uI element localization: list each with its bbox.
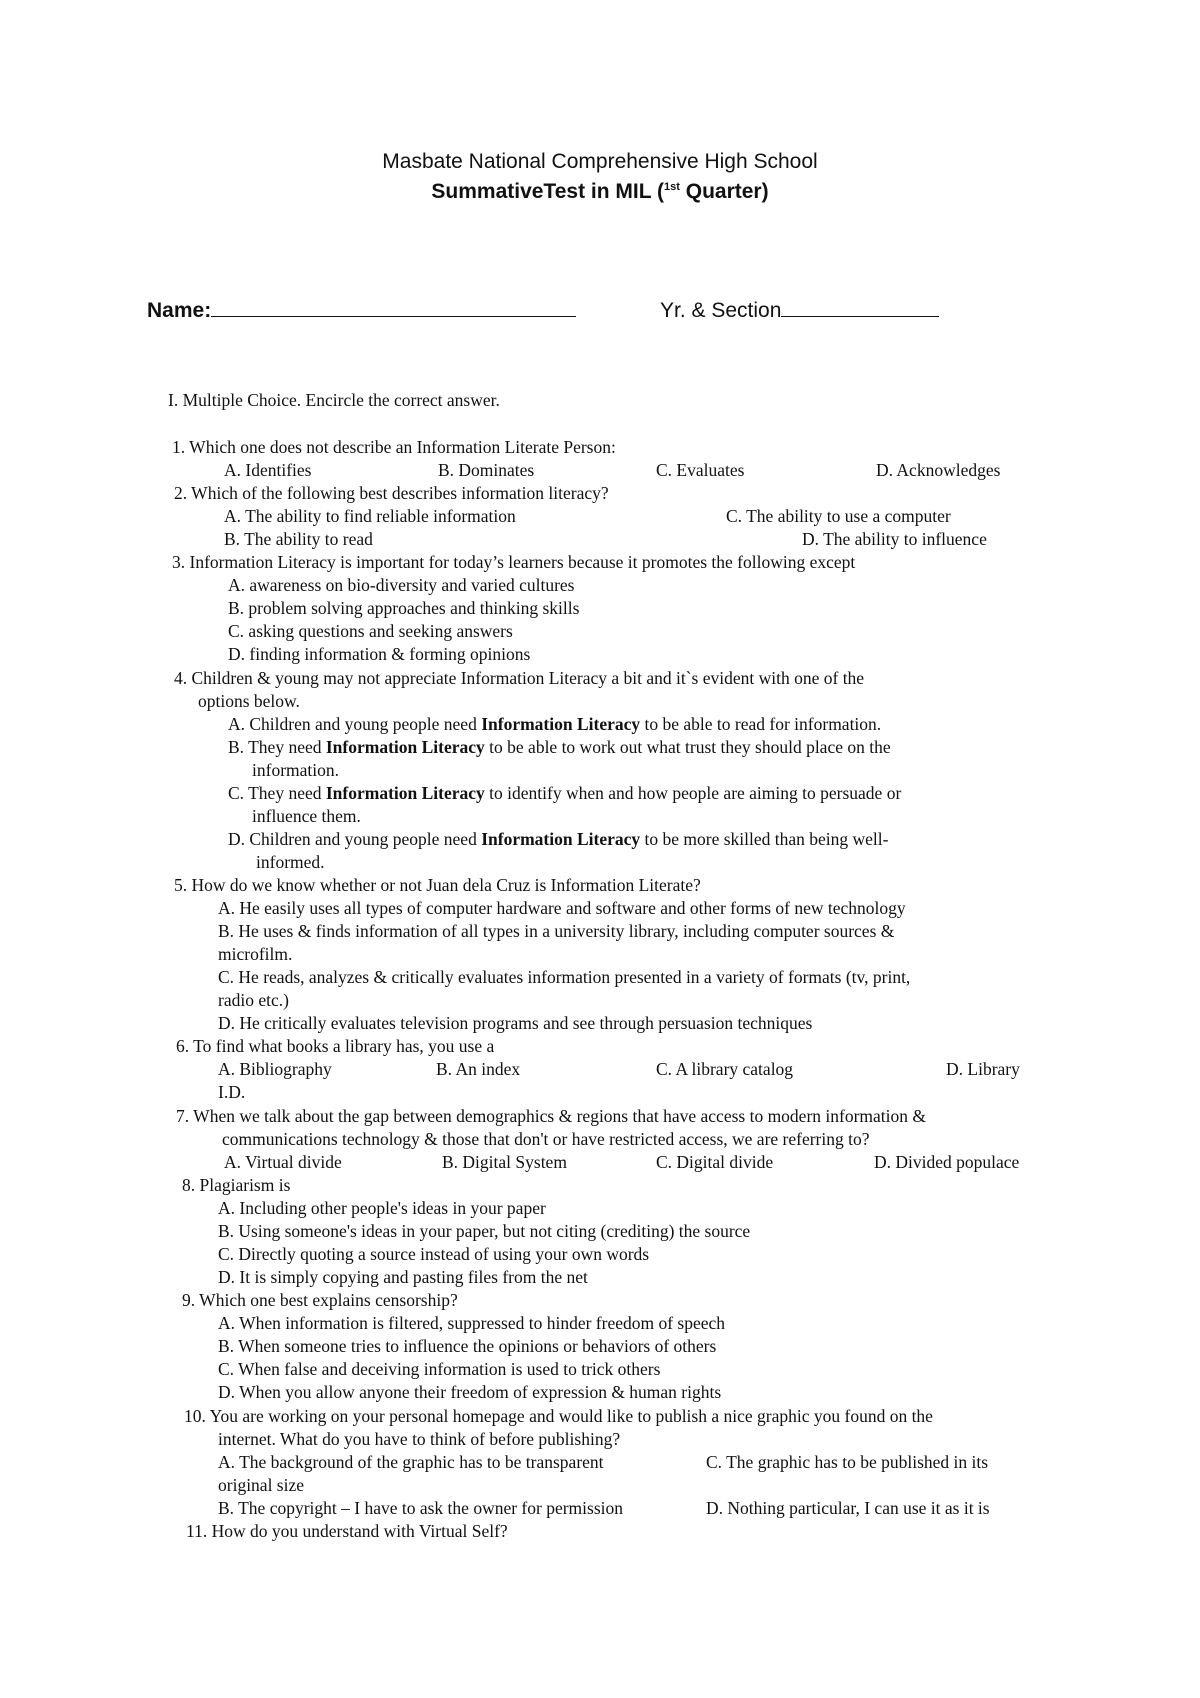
q10-option-b: B. The copyright – I have to ask the owner for permission	[218, 1498, 624, 1518]
q1-option-c: C. Evaluates	[656, 460, 745, 480]
q3-option-a: A. awareness on bio-diversity and varied cultures	[228, 575, 575, 595]
q3-text: 3. Information Literacy is important for today’s learners because it promotes the following except	[172, 552, 856, 572]
q2-option-c: C. The ability to use a computer	[726, 506, 951, 526]
q1-option-a: A. Identifies	[224, 460, 312, 480]
q5-option-c-cont: radio etc.)	[218, 990, 289, 1010]
q10-option-d: D. Nothing particular, I can use it as it is	[706, 1498, 990, 1518]
q4-text-cont: options below.	[198, 691, 300, 711]
q2-text: 2. Which of the following best describes information literacy?	[174, 483, 609, 503]
instructions: I. Multiple Choice. Encircle the correct answer.	[168, 390, 500, 410]
q10-text-cont: internet. What do you have to think of before publishing?	[218, 1429, 621, 1449]
q4-option-c: C. They need Information Literacy to identify when and how people are aiming to persuade or	[228, 783, 902, 803]
q7-option-b: B. Digital System	[442, 1152, 567, 1172]
q9-text: 9. Which one best explains censorship?	[182, 1290, 458, 1310]
q5-option-b-cont: microfilm.	[218, 944, 293, 964]
q4-text: 4. Children & young may not appreciate Information Literacy a bit and it`s evident with one of the	[174, 668, 865, 688]
q6-option-c: C. A library catalog	[656, 1059, 794, 1079]
q5-option-b: B. He uses & finds information of all types in a university library, including computer sources &	[218, 921, 895, 941]
q8-option-d: D. It is simply copying and pasting files from the net	[218, 1267, 588, 1287]
q6-option-d: D. Library	[946, 1059, 1020, 1079]
q4-option-a: A. Children and young people need Information Literacy to be able to read for information.	[228, 714, 882, 734]
q2-option-a: A. The ability to find reliable information	[224, 506, 516, 526]
q3-option-b: B. problem solving approaches and thinking skills	[228, 598, 580, 618]
q8-option-a: A. Including other people's ideas in your paper	[218, 1198, 546, 1218]
q8-option-b: B. Using someone's ideas in your paper, but not citing (crediting) the source	[218, 1221, 751, 1241]
q6-option-b: B. An index	[436, 1059, 521, 1079]
q4-option-d: D. Children and young people need Information Literacy to be more skilled than being well-	[228, 829, 889, 849]
q1-option-d: D. Acknowledges	[876, 460, 1001, 480]
q10-option-a: A. The background of the graphic has to be transparent	[218, 1452, 604, 1472]
q11-text: 11. How do you understand with Virtual Self?	[186, 1521, 508, 1541]
q4-option-c-cont: influence them.	[252, 806, 361, 826]
name-field[interactable]	[147, 298, 576, 323]
q3-option-d: D. finding information & forming opinions	[228, 644, 531, 664]
name-label: Name:	[147, 299, 212, 322]
q5-option-c: C. He reads, analyzes & critically evaluates information presented in a variety of formats (tv, print,	[218, 967, 911, 987]
q9-option-c: C. When false and deceiving information is used to trick others	[218, 1359, 661, 1379]
q4-option-d-cont: informed.	[256, 852, 325, 872]
q10-option-c: C. The graphic has to be published in its	[706, 1452, 989, 1472]
q5-option-a: A. He easily uses all types of computer hardware and software and other forms of new technology	[218, 898, 906, 918]
q7-text-cont: communications technology & those that don't or have restricted access, we are referring to?	[222, 1129, 870, 1149]
q7-option-c: C. Digital divide	[656, 1152, 774, 1172]
test-title: SummativeTest in MIL ($^{1st}$ Quarter)	[431, 180, 769, 203]
q6-option-d-cont: I.D.	[218, 1082, 246, 1102]
section-blank[interactable]	[781, 298, 939, 317]
section-label: Yr. & Section	[660, 299, 782, 322]
name-blank[interactable]	[211, 298, 576, 317]
q1-text: 1. Which one does not describe an Information Literate Person:	[172, 437, 616, 457]
q8-option-c: C. Directly quoting a source instead of using your own words	[218, 1244, 650, 1264]
q7-option-d: D. Divided populace	[874, 1152, 1020, 1172]
q9-option-d: D. When you allow anyone their freedom of expression & human rights	[218, 1382, 722, 1402]
section-field[interactable]	[660, 298, 939, 323]
q6-option-a: A. Bibliography	[218, 1059, 332, 1079]
q10-text: 10. You are working on your personal homepage and would like to publish a nice graphic you found on the	[184, 1406, 933, 1426]
q1-option-b: B. Dominates	[438, 460, 535, 480]
q7-text: 7. When we talk about the gap between demographics & regions that have access to modern information &	[176, 1106, 927, 1126]
q4-option-b-cont: information.	[252, 760, 339, 780]
q4-option-b: B. They need Information Literacy to be able to work out what trust they should place on the	[228, 737, 891, 757]
q2-option-d: D. The ability to influence	[802, 529, 987, 549]
school-name: Masbate National Comprehensive High School	[382, 150, 818, 173]
q6-text: 6. To find what books a library has, you use a	[176, 1036, 495, 1056]
q9-option-b: B. When someone tries to influence the opinions or behaviors of others	[218, 1336, 717, 1356]
q3-option-c: C. asking questions and seeking answers	[228, 621, 513, 641]
q7-option-a: A. Virtual divide	[224, 1152, 342, 1172]
q5-text: 5. How do we know whether or not Juan dela Cruz is Information Literate?	[174, 875, 701, 895]
q2-option-b: B. The ability to read	[224, 529, 373, 549]
q5-option-d: D. He critically evaluates television programs and see through persuasion techniques	[218, 1013, 813, 1033]
q8-text: 8. Plagiarism is	[182, 1175, 291, 1195]
q9-option-a: A. When information is filtered, suppressed to hinder freedom of speech	[218, 1313, 726, 1333]
q10-option-a-cont: original size	[218, 1475, 305, 1495]
